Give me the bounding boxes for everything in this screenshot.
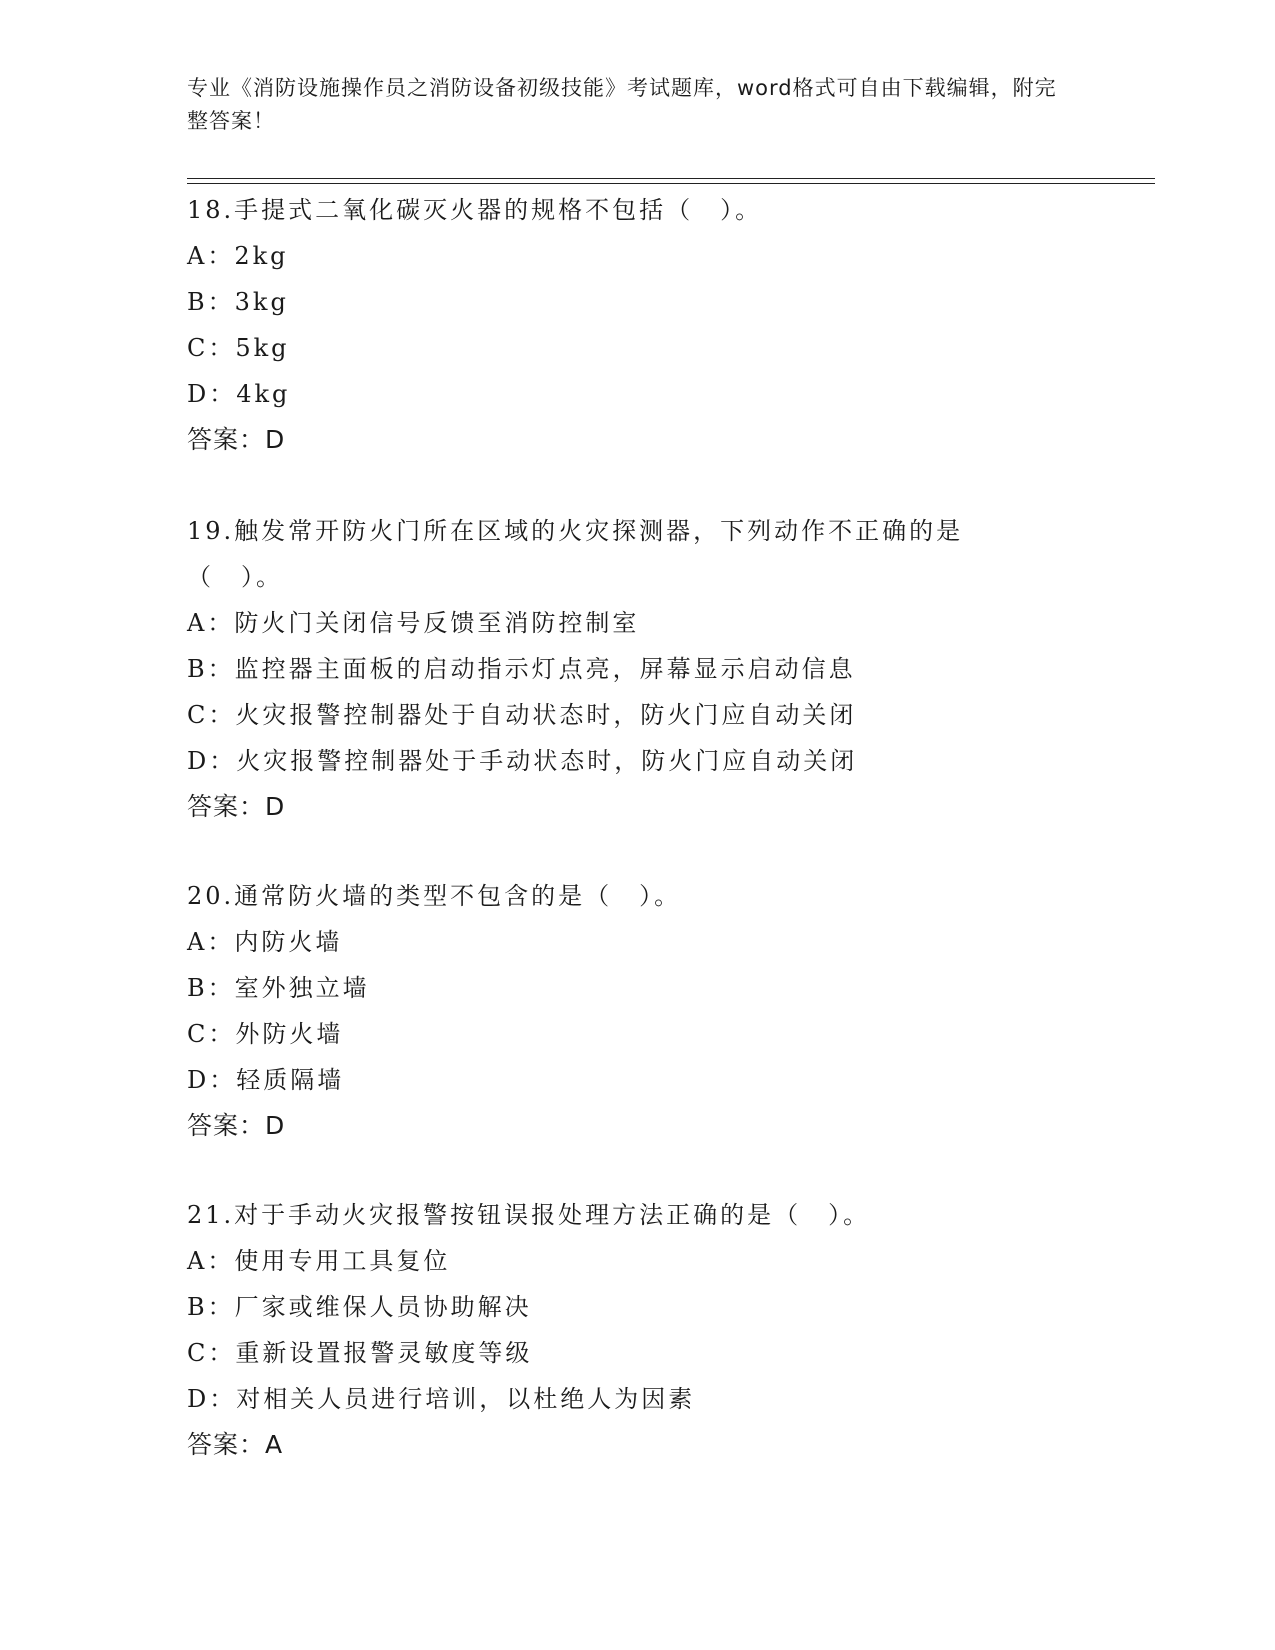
option-d: D：火灾报警控制器处于手动状态时，防火门应自动关闭 <box>187 747 858 775</box>
question-stem: 19.触发常开防火门所在区域的火灾探测器，下列动作不正确的是（ ）。 <box>187 517 964 591</box>
option-a: A：2kg <box>187 242 289 270</box>
option-b: B：监控器主面板的启动指示灯点亮，屏幕显示启动信息 <box>187 655 856 683</box>
option-c: C：重新设置报警灵敏度等级 <box>187 1339 533 1367</box>
question-stem: 21.对于手动火灾报警按钮误报处理方法正确的是（ ）。 <box>187 1201 871 1229</box>
option-b: B：厂家或维保人员协助解决 <box>187 1293 532 1321</box>
question-stem: 20.通常防火墙的类型不包含的是（ ）。 <box>187 882 682 910</box>
question-18 <box>187 187 1087 463</box>
question-stem: 18.手提式二氧化碳灭火器的规格不包括（ ）。 <box>187 196 763 224</box>
option-c: C：外防火墙 <box>187 1020 344 1048</box>
question-20 <box>187 873 1087 1149</box>
answer: 答案：D <box>187 792 286 821</box>
answer: 答案：D <box>187 1111 286 1140</box>
answer: 答案：A <box>187 1430 284 1459</box>
option-d: D：4kg <box>187 380 291 408</box>
option-d: D：对相关人员进行培训，以杜绝人为因素 <box>187 1385 696 1413</box>
header-divider-bottom <box>187 183 1155 184</box>
answer: 答案：D <box>187 425 286 454</box>
question-19 <box>187 508 1017 830</box>
option-b: B：3kg <box>187 288 289 316</box>
option-a: A：使用专用工具复位 <box>187 1247 451 1275</box>
option-a: A：内防火墙 <box>187 928 343 956</box>
header-divider-top <box>187 178 1155 179</box>
document-header: 专业《消防设施操作员之消防设备初级技能》考试题库，word格式可自由下载编辑，附完整答案！ <box>187 76 1057 133</box>
option-a: A：防火门关闭信号反馈至消防控制室 <box>187 609 640 637</box>
option-d: D：轻质隔墙 <box>187 1066 345 1094</box>
question-21 <box>187 1192 1087 1468</box>
option-b: B：室外独立墙 <box>187 974 370 1002</box>
option-c: C：5kg <box>187 334 290 362</box>
option-c: C：火灾报警控制器处于自动状态时，防火门应自动关闭 <box>187 701 857 729</box>
